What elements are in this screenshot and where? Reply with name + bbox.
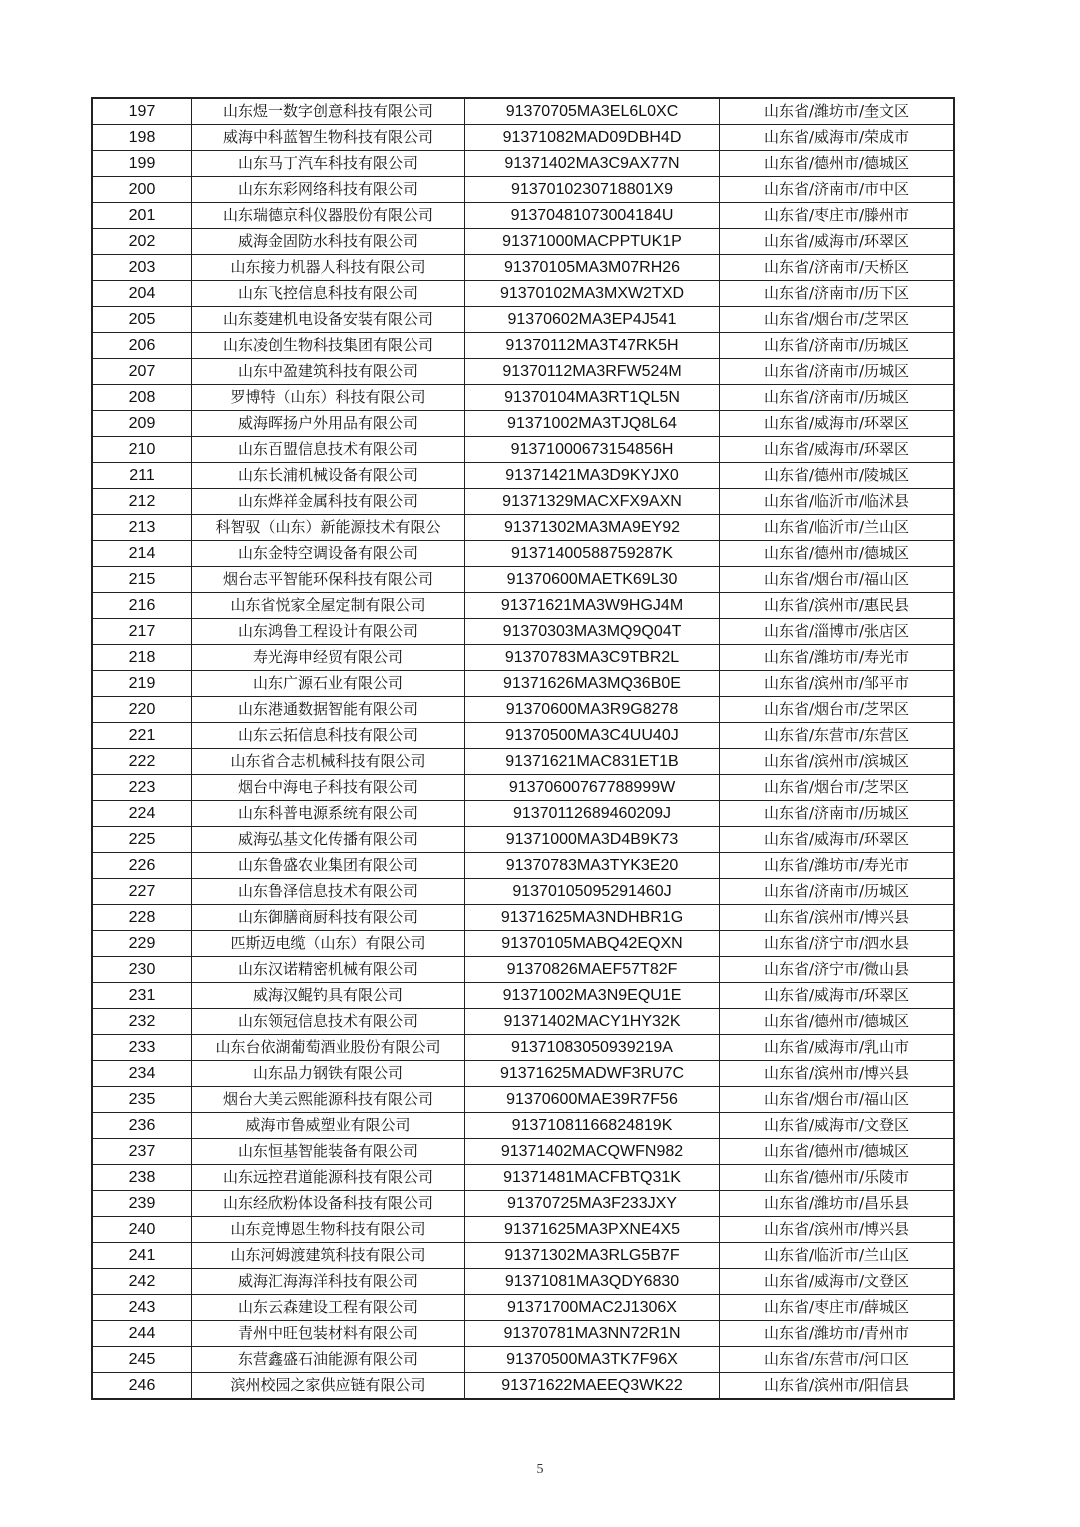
table-row [92, 1139, 954, 1165]
credit-code-cell: 91371402MA3C9AX77N [465, 151, 720, 177]
credit-code-cell: 91371621MA3W9HGJ4M [465, 593, 720, 619]
region-cell: 山东省/威海市/环翠区 [720, 983, 955, 1009]
row-number-cell: 202 [92, 229, 192, 255]
company-name-cell: 山东品力钢铁有限公司 [192, 1061, 465, 1087]
table-row [92, 98, 954, 125]
page-number: 5 [536, 1462, 544, 1477]
company-name-cell: 山东港通数据智能有限公司 [192, 697, 465, 723]
credit-code-cell: 91370705MA3EL6L0XC [465, 98, 720, 125]
row-number-cell: 214 [92, 541, 192, 567]
company-name-cell: 山东云森建设工程有限公司 [192, 1295, 465, 1321]
table-row [92, 619, 954, 645]
company-name-cell: 山东经欣粉体设备科技有限公司 [192, 1191, 465, 1217]
credit-code-cell: 91371625MA3PXNE4X5 [465, 1217, 720, 1243]
company-name-cell: 威海中科蓝智生物科技有限公司 [192, 125, 465, 151]
row-number-cell: 201 [92, 203, 192, 229]
region-cell: 山东省/滨州市/博兴县 [720, 905, 955, 931]
region-cell: 山东省/威海市/文登区 [720, 1113, 955, 1139]
table-row [92, 1269, 954, 1295]
region-cell: 山东省/威海市/文登区 [720, 1269, 955, 1295]
company-name-cell: 山东广源石业有限公司 [192, 671, 465, 697]
row-number-cell: 232 [92, 1009, 192, 1035]
company-name-cell: 青州中旺包装材料有限公司 [192, 1321, 465, 1347]
credit-code-cell: 91370104MA3RT1QL5N [465, 385, 720, 411]
table-row [92, 983, 954, 1009]
region-cell: 山东省/潍坊市/昌乐县 [720, 1191, 955, 1217]
row-number-cell: 230 [92, 957, 192, 983]
credit-code-cell: 91371400588759287K [465, 541, 720, 567]
table-row [92, 203, 954, 229]
table-row [92, 1373, 954, 1400]
credit-code-cell: 91371421MA3D9KYJX0 [465, 463, 720, 489]
credit-code-cell: 91370826MAEF57T82F [465, 957, 720, 983]
credit-code-cell: 91370600MA3R9G8278 [465, 697, 720, 723]
region-cell: 山东省/德州市/德城区 [720, 1009, 955, 1035]
company-name-cell: 山东鲁盛农业集团有限公司 [192, 853, 465, 879]
table-row [92, 411, 954, 437]
table-row [92, 1295, 954, 1321]
credit-code-cell: 91370303MA3MQ9Q04T [465, 619, 720, 645]
table-row [92, 723, 954, 749]
credit-code-cell: 91371626MA3MQ36B0E [465, 671, 720, 697]
table-row [92, 775, 954, 801]
company-name-cell: 威海市鲁威塑业有限公司 [192, 1113, 465, 1139]
company-name-cell: 滨州校园之家供应链有限公司 [192, 1373, 465, 1400]
region-cell: 山东省/济南市/市中区 [720, 177, 955, 203]
row-number-cell: 225 [92, 827, 192, 853]
region-cell: 山东省/枣庄市/滕州市 [720, 203, 955, 229]
company-name-cell: 山东金特空调设备有限公司 [192, 541, 465, 567]
row-number-cell: 235 [92, 1087, 192, 1113]
company-name-cell: 匹斯迈电缆（山东）有限公司 [192, 931, 465, 957]
credit-code-cell: 91371622MAEEQ3WK22 [465, 1373, 720, 1400]
region-cell: 山东省/滨州市/邹平市 [720, 671, 955, 697]
region-cell: 山东省/烟台市/芝罘区 [720, 775, 955, 801]
company-name-cell: 威海晖扬户外用品有限公司 [192, 411, 465, 437]
credit-code-cell: 91371329MACXFX9AXN [465, 489, 720, 515]
row-number-cell: 218 [92, 645, 192, 671]
table-row [92, 463, 954, 489]
company-name-cell: 山东云拓信息科技有限公司 [192, 723, 465, 749]
credit-code-cell: 91370112689460209J [465, 801, 720, 827]
row-number-cell: 213 [92, 515, 192, 541]
region-cell: 山东省/临沂市/兰山区 [720, 515, 955, 541]
table-row [92, 177, 954, 203]
company-name-cell: 山东百盟信息技术有限公司 [192, 437, 465, 463]
region-cell: 山东省/济南市/历下区 [720, 281, 955, 307]
company-name-cell: 山东御膳商厨科技有限公司 [192, 905, 465, 931]
company-name-cell: 寿光海申经贸有限公司 [192, 645, 465, 671]
credit-code-cell: 91370600767788999W [465, 775, 720, 801]
row-number-cell: 246 [92, 1373, 192, 1400]
credit-code-cell: 91371481MACFBTQ31K [465, 1165, 720, 1191]
row-number-cell: 242 [92, 1269, 192, 1295]
company-name-cell: 山东煜一数字创意科技有限公司 [192, 98, 465, 125]
region-cell: 山东省/济宁市/泗水县 [720, 931, 955, 957]
row-number-cell: 227 [92, 879, 192, 905]
company-name-cell: 山东河姆渡建筑科技有限公司 [192, 1243, 465, 1269]
row-number-cell: 222 [92, 749, 192, 775]
company-table [91, 97, 955, 1400]
region-cell: 山东省/滨州市/博兴县 [720, 1061, 955, 1087]
region-cell: 山东省/济南市/历城区 [720, 359, 955, 385]
company-name-cell: 威海弘基文化传播有限公司 [192, 827, 465, 853]
region-cell: 山东省/德州市/德城区 [720, 151, 955, 177]
table-row [92, 1165, 954, 1191]
company-name-cell: 烟台大美云熙能源科技有限公司 [192, 1087, 465, 1113]
row-number-cell: 204 [92, 281, 192, 307]
region-cell: 山东省/滨州市/博兴县 [720, 1217, 955, 1243]
table-row [92, 359, 954, 385]
table-row [92, 879, 954, 905]
row-number-cell: 209 [92, 411, 192, 437]
region-cell: 山东省/济宁市/微山县 [720, 957, 955, 983]
table-row [92, 1321, 954, 1347]
table-row [92, 229, 954, 255]
table-row [92, 1347, 954, 1373]
row-number-cell: 205 [92, 307, 192, 333]
row-number-cell: 238 [92, 1165, 192, 1191]
table-row [92, 333, 954, 359]
region-cell: 山东省/德州市/陵城区 [720, 463, 955, 489]
table-row [92, 1061, 954, 1087]
region-cell: 山东省/威海市/环翠区 [720, 437, 955, 463]
credit-code-cell: 91371000MACPPTUK1P [465, 229, 720, 255]
row-number-cell: 197 [92, 98, 192, 125]
credit-code-cell: 91370112MA3RFW524M [465, 359, 720, 385]
table-row [92, 125, 954, 151]
credit-code-cell: 91370600MAETK69L30 [465, 567, 720, 593]
table-row [92, 749, 954, 775]
table-row [92, 931, 954, 957]
row-number-cell: 210 [92, 437, 192, 463]
credit-code-cell: 91371625MADWF3RU7C [465, 1061, 720, 1087]
region-cell: 山东省/滨州市/阳信县 [720, 1373, 955, 1400]
table-row [92, 957, 954, 983]
region-cell: 山东省/德州市/德城区 [720, 541, 955, 567]
credit-code-cell: 91370725MA3F233JXY [465, 1191, 720, 1217]
table-row [92, 1035, 954, 1061]
region-cell: 山东省/滨州市/惠民县 [720, 593, 955, 619]
company-name-cell: 山东长浦机械设备有限公司 [192, 463, 465, 489]
table-row [92, 437, 954, 463]
region-cell: 山东省/济南市/历城区 [720, 385, 955, 411]
region-cell: 山东省/威海市/环翠区 [720, 827, 955, 853]
region-cell: 山东省/临沂市/兰山区 [720, 1243, 955, 1269]
credit-code-cell: 91371083050939219A [465, 1035, 720, 1061]
region-cell: 山东省/烟台市/福山区 [720, 567, 955, 593]
credit-code-cell: 91371402MACY1HY32K [465, 1009, 720, 1035]
row-number-cell: 229 [92, 931, 192, 957]
credit-code-cell: 91370105MABQ42EQXN [465, 931, 720, 957]
credit-code-cell: 91371081166824819K [465, 1113, 720, 1139]
company-name-cell: 山东科普电源系统有限公司 [192, 801, 465, 827]
company-name-cell: 山东鲁泽信息技术有限公司 [192, 879, 465, 905]
credit-code-cell: 91370500MA3C4UU40J [465, 723, 720, 749]
region-cell: 山东省/济南市/天桥区 [720, 255, 955, 281]
row-number-cell: 228 [92, 905, 192, 931]
credit-code-cell: 91371002MA3N9EQU1E [465, 983, 720, 1009]
row-number-cell: 203 [92, 255, 192, 281]
row-number-cell: 224 [92, 801, 192, 827]
row-number-cell: 243 [92, 1295, 192, 1321]
table-row [92, 645, 954, 671]
region-cell: 山东省/烟台市/芝罘区 [720, 697, 955, 723]
row-number-cell: 233 [92, 1035, 192, 1061]
credit-code-cell: 91371082MAD09DBH4D [465, 125, 720, 151]
region-cell: 山东省/威海市/荣成市 [720, 125, 955, 151]
region-cell: 山东省/滨州市/滨城区 [720, 749, 955, 775]
company-name-cell: 山东竞博恩生物科技有限公司 [192, 1217, 465, 1243]
table-row [92, 281, 954, 307]
region-cell: 山东省/威海市/环翠区 [720, 411, 955, 437]
company-name-cell: 山东凌创生物科技集团有限公司 [192, 333, 465, 359]
credit-code-cell: 91371081MA3QDY6830 [465, 1269, 720, 1295]
credit-code-cell: 9137010230718801X9 [465, 177, 720, 203]
company-name-cell: 东营鑫盛石油能源有限公司 [192, 1347, 465, 1373]
region-cell: 山东省/枣庄市/薛城区 [720, 1295, 955, 1321]
credit-code-cell: 91370600MAE39R7F56 [465, 1087, 720, 1113]
table-row [92, 1243, 954, 1269]
credit-code-cell: 91371000MA3D4B9K73 [465, 827, 720, 853]
credit-code-cell: 91371302MA3MA9EY92 [465, 515, 720, 541]
company-name-cell: 山东烨祥金属科技有限公司 [192, 489, 465, 515]
credit-code-cell: 91370105095291460J [465, 879, 720, 905]
credit-code-cell: 91371621MAC831ET1B [465, 749, 720, 775]
row-number-cell: 217 [92, 619, 192, 645]
company-name-cell: 山东菱建机电设备安装有限公司 [192, 307, 465, 333]
company-name-cell: 山东瑞德京科仪器股份有限公司 [192, 203, 465, 229]
row-number-cell: 236 [92, 1113, 192, 1139]
region-cell: 山东省/潍坊市/寿光市 [720, 853, 955, 879]
table-row [92, 385, 954, 411]
credit-code-cell: 91370481073004184U [465, 203, 720, 229]
row-number-cell: 208 [92, 385, 192, 411]
row-number-cell: 239 [92, 1191, 192, 1217]
row-number-cell: 241 [92, 1243, 192, 1269]
company-name-cell: 罗博特（山东）科技有限公司 [192, 385, 465, 411]
row-number-cell: 234 [92, 1061, 192, 1087]
region-cell: 山东省/德州市/德城区 [720, 1139, 955, 1165]
company-name-cell: 威海汇海海洋科技有限公司 [192, 1269, 465, 1295]
row-number-cell: 221 [92, 723, 192, 749]
credit-code-cell: 91371625MA3NDHBR1G [465, 905, 720, 931]
credit-code-cell: 91371002MA3TJQ8L64 [465, 411, 720, 437]
company-name-cell: 威海汉鲲钓具有限公司 [192, 983, 465, 1009]
company-name-cell: 山东台依湖葡萄酒业股份有限公司 [192, 1035, 465, 1061]
table-row [92, 255, 954, 281]
row-number-cell: 207 [92, 359, 192, 385]
row-number-cell: 231 [92, 983, 192, 1009]
table-row [92, 567, 954, 593]
region-cell: 山东省/济南市/历城区 [720, 801, 955, 827]
region-cell: 山东省/东营市/东营区 [720, 723, 955, 749]
company-name-cell: 烟台志平智能环保科技有限公司 [192, 567, 465, 593]
company-name-cell: 威海金固防水科技有限公司 [192, 229, 465, 255]
table-row [92, 489, 954, 515]
table-row [92, 151, 954, 177]
company-name-cell: 山东省悦家全屋定制有限公司 [192, 593, 465, 619]
credit-code-cell: 91370783MA3C9TBR2L [465, 645, 720, 671]
company-name-cell: 山东飞控信息科技有限公司 [192, 281, 465, 307]
table-row [92, 1087, 954, 1113]
table-row [92, 853, 954, 879]
table-row [92, 1009, 954, 1035]
row-number-cell: 199 [92, 151, 192, 177]
region-cell: 山东省/威海市/环翠区 [720, 229, 955, 255]
table-row [92, 671, 954, 697]
row-number-cell: 198 [92, 125, 192, 151]
company-name-cell: 山东东彩网络科技有限公司 [192, 177, 465, 203]
region-cell: 山东省/济南市/历城区 [720, 333, 955, 359]
company-name-cell: 烟台中海电子科技有限公司 [192, 775, 465, 801]
row-number-cell: 240 [92, 1217, 192, 1243]
region-cell: 山东省/济南市/历城区 [720, 879, 955, 905]
row-number-cell: 212 [92, 489, 192, 515]
credit-code-cell: 91370102MA3MXW2TXD [465, 281, 720, 307]
region-cell: 山东省/烟台市/福山区 [720, 1087, 955, 1113]
row-number-cell: 219 [92, 671, 192, 697]
region-cell: 山东省/威海市/乳山市 [720, 1035, 955, 1061]
credit-code-cell: 91371302MA3RLG5B7F [465, 1243, 720, 1269]
table-row [92, 1113, 954, 1139]
company-table-body [92, 98, 954, 1399]
credit-code-cell: 91371402MACQWFN982 [465, 1139, 720, 1165]
region-cell: 山东省/潍坊市/青州市 [720, 1321, 955, 1347]
region-cell: 山东省/临沂市/临沭县 [720, 489, 955, 515]
row-number-cell: 226 [92, 853, 192, 879]
table-row [92, 801, 954, 827]
credit-code-cell: 91370105MA3M07RH26 [465, 255, 720, 281]
company-name-cell: 山东马丁汽车科技有限公司 [192, 151, 465, 177]
credit-code-cell: 91371000673154856H [465, 437, 720, 463]
company-name-cell: 山东远控君道能源科技有限公司 [192, 1165, 465, 1191]
region-cell: 山东省/烟台市/芝罘区 [720, 307, 955, 333]
row-number-cell: 215 [92, 567, 192, 593]
table-row [92, 905, 954, 931]
company-name-cell: 山东省合志机械科技有限公司 [192, 749, 465, 775]
company-name-cell: 山东领冠信息技术有限公司 [192, 1009, 465, 1035]
region-cell: 山东省/潍坊市/奎文区 [720, 98, 955, 125]
table-row [92, 541, 954, 567]
table-row [92, 697, 954, 723]
credit-code-cell: 91371700MAC2J1306X [465, 1295, 720, 1321]
row-number-cell: 244 [92, 1321, 192, 1347]
region-cell: 山东省/东营市/河口区 [720, 1347, 955, 1373]
table-row [92, 307, 954, 333]
row-number-cell: 220 [92, 697, 192, 723]
table-row [92, 1217, 954, 1243]
company-name-cell: 山东恒基智能装备有限公司 [192, 1139, 465, 1165]
company-name-cell: 山东接力机器人科技有限公司 [192, 255, 465, 281]
table-row [92, 827, 954, 853]
company-name-cell: 科智驭（山东）新能源技术有限公 [192, 515, 465, 541]
region-cell: 山东省/潍坊市/寿光市 [720, 645, 955, 671]
table-row [92, 515, 954, 541]
row-number-cell: 245 [92, 1347, 192, 1373]
row-number-cell: 211 [92, 463, 192, 489]
company-name-cell: 山东中盈建筑科技有限公司 [192, 359, 465, 385]
credit-code-cell: 91370500MA3TK7F96X [465, 1347, 720, 1373]
credit-code-cell: 91370112MA3T47RK5H [465, 333, 720, 359]
company-name-cell: 山东汉诺精密机械有限公司 [192, 957, 465, 983]
row-number-cell: 216 [92, 593, 192, 619]
credit-code-cell: 91370602MA3EP4J541 [465, 307, 720, 333]
table-row [92, 593, 954, 619]
row-number-cell: 206 [92, 333, 192, 359]
table-row [92, 1191, 954, 1217]
row-number-cell: 237 [92, 1139, 192, 1165]
credit-code-cell: 91370781MA3NN72R1N [465, 1321, 720, 1347]
row-number-cell: 223 [92, 775, 192, 801]
region-cell: 山东省/淄博市/张店区 [720, 619, 955, 645]
company-name-cell: 山东鸿鲁工程设计有限公司 [192, 619, 465, 645]
region-cell: 山东省/德州市/乐陵市 [720, 1165, 955, 1191]
credit-code-cell: 91370783MA3TYK3E20 [465, 853, 720, 879]
row-number-cell: 200 [92, 177, 192, 203]
